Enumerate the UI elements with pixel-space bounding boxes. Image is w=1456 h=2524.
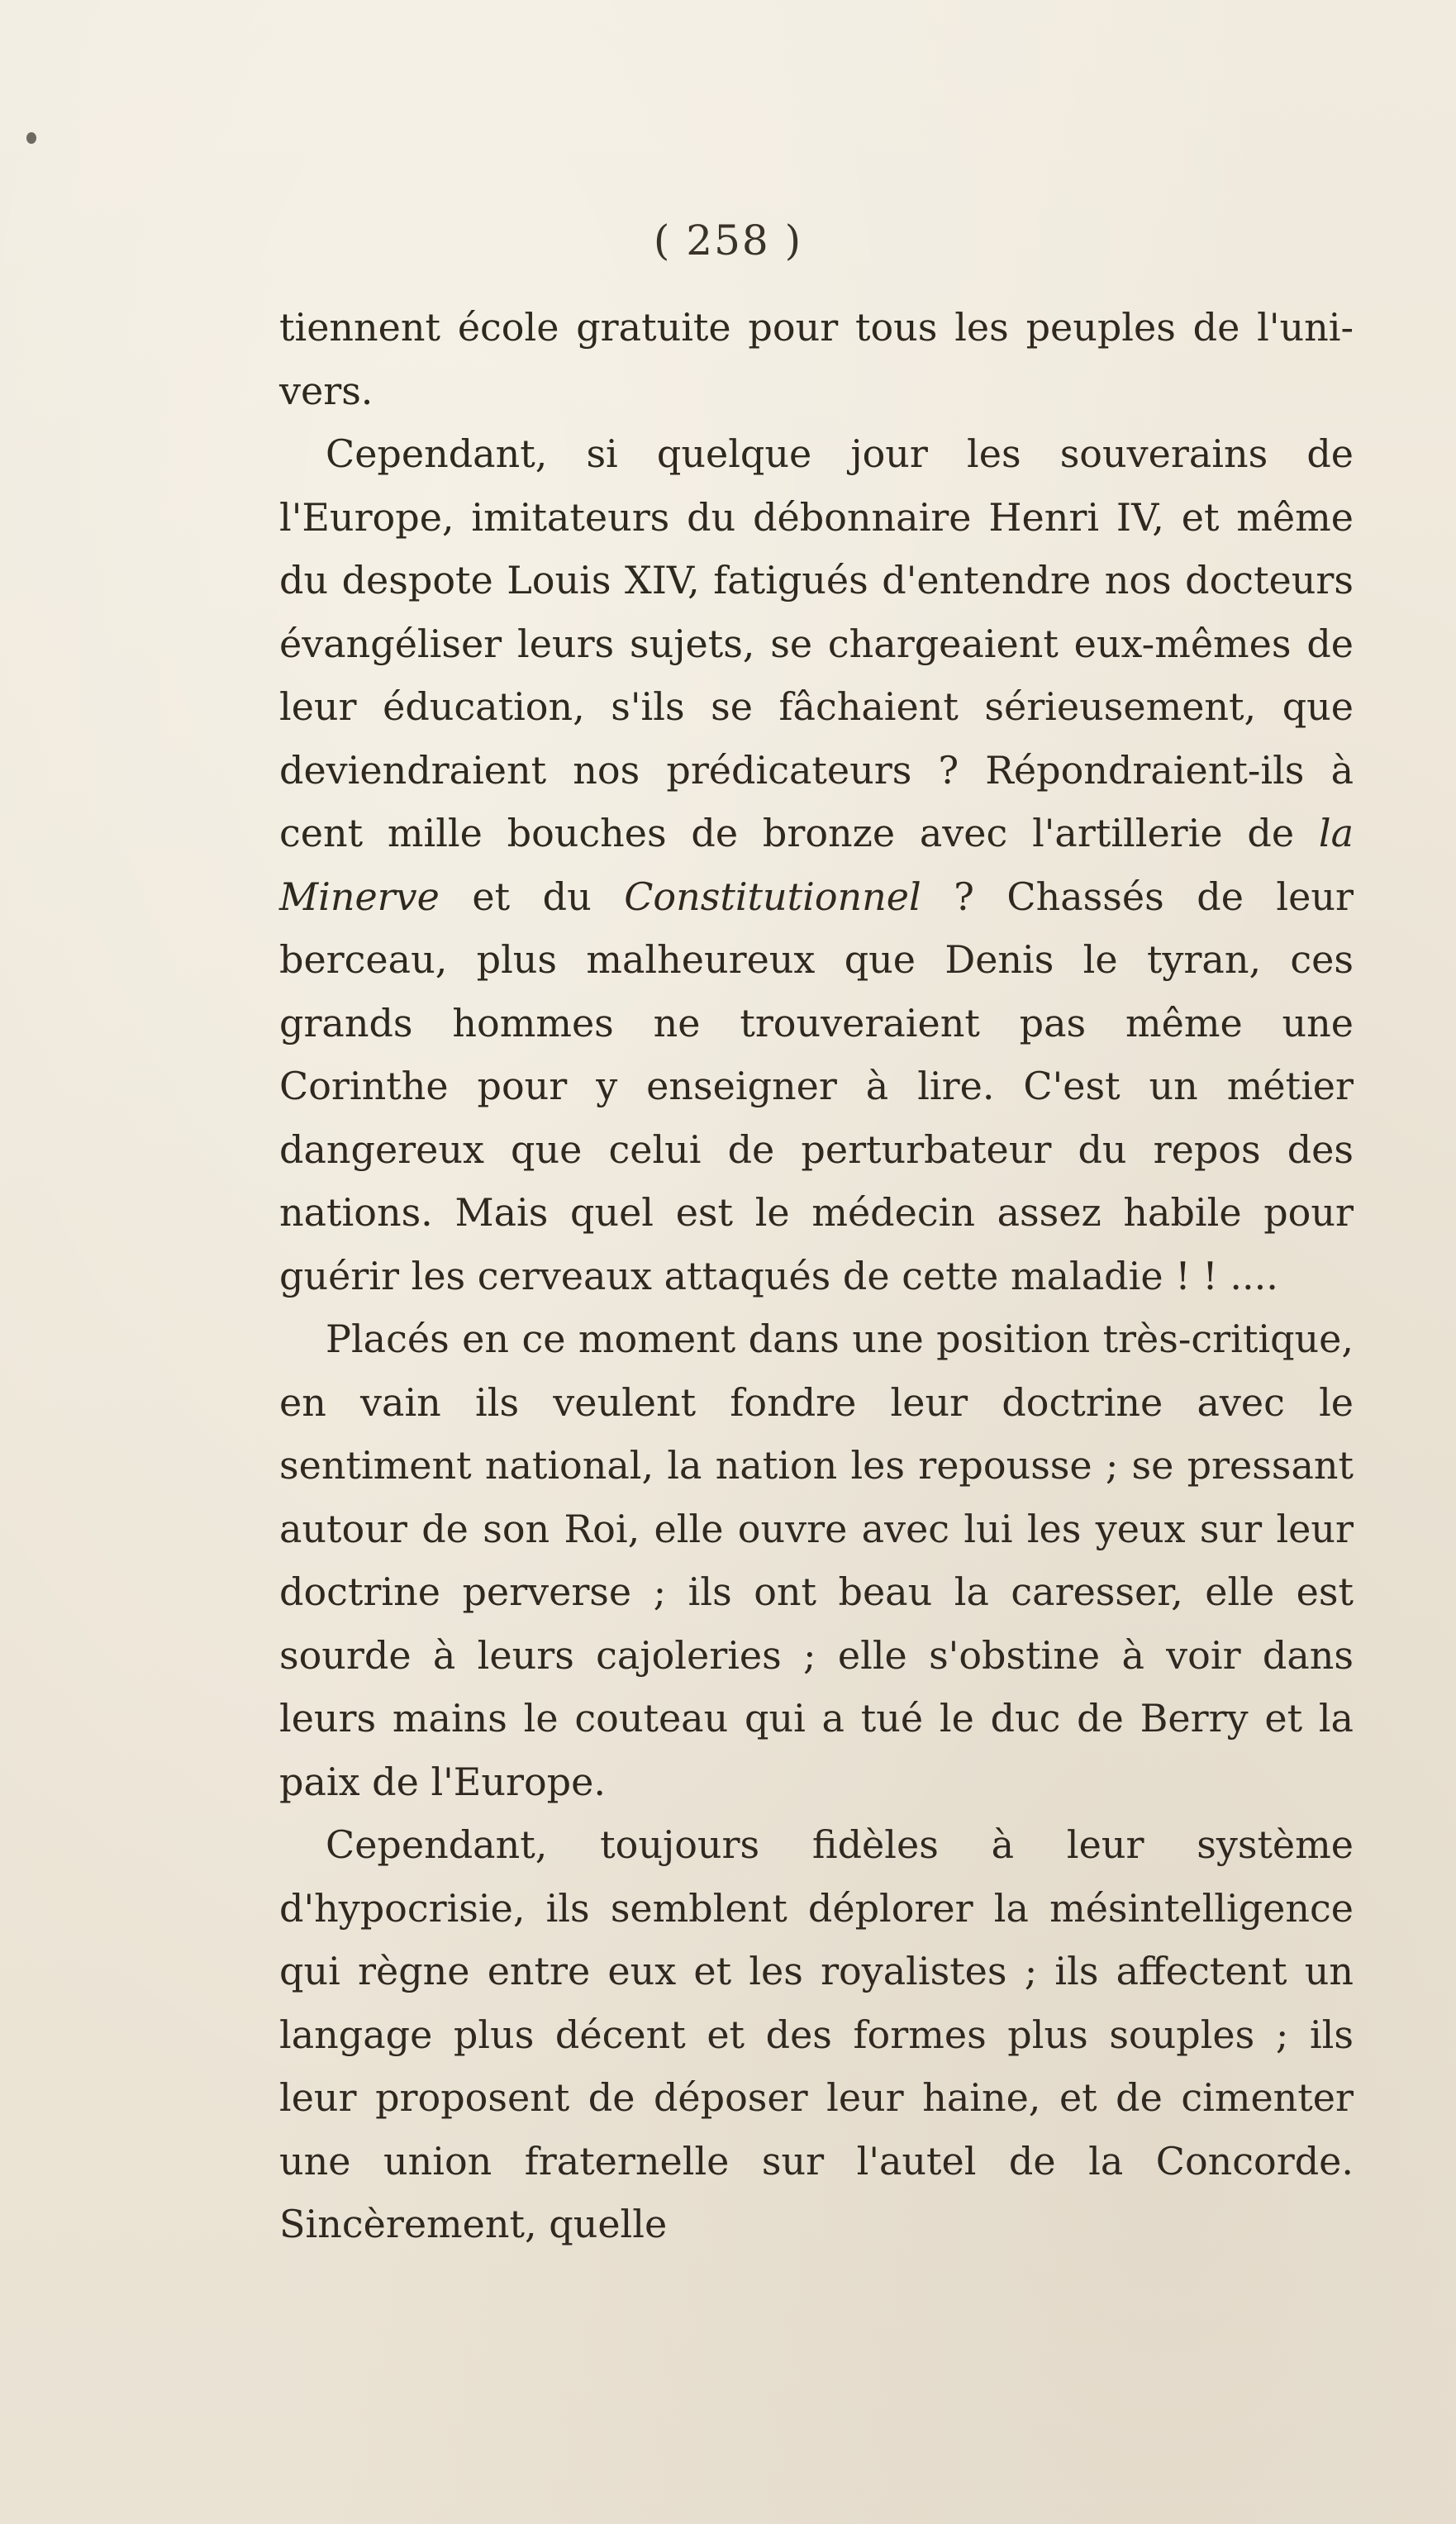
text-segment: et du — [439, 874, 625, 919]
text-segment: Placés en ce moment dans une position très-critique, en vain ils veulent fondre leur doctrine avec le sentiment national, la nation les repousse ; se pressant autour de son Roi, elle ouvre avec lui les yeux sur leur doctrine perverse ; ils ont beau la caresser, elle est sourde à leurs cajoleries ; elle s'obstine à voir dans leurs mains le couteau qui a tué le duc de Berry et la paix de l'Europe. — [279, 1317, 1354, 1804]
text-segment: Cependant, si quelque jour les souverains de l'Europe, imitateurs du débonnaire Henri IV, et même du despote Louis XIV, fatigués d'entendre nos docteurs évangéliser leurs sujets, se chargeaient eux-mêmes de leur éducation, s'ils se fâchaient sérieusement, que deviendraient nos prédicateurs ? Répondraient-ils à cent mille bouches de bronze avec l'artillerie de — [279, 431, 1354, 855]
page-number: ( 258 ) — [653, 217, 803, 264]
text-segment: Cependant, toujours fidèles à leur système d'hypocrisie, ils semblent déplorer la mésintelligence qui règne entre eux et les royalistes ; ils affectent un langage plus décent et des formes plus souples ; ils leur proposent de déposer leur haine, et de cimenter une union fraternelle sur l'autel de la Concorde. Sincèrement, quelle — [279, 1822, 1354, 2246]
ink-speck — [26, 132, 36, 144]
paragraph — [279, 296, 1354, 422]
paragraph — [279, 1307, 1354, 1813]
paragraph — [279, 422, 1354, 1307]
text-segment: ? Chassés de leur berceau, plus malheureux que Denis le tyran, ces grands hommes ne trouveraient pas même une Corinthe pour y enseigner à lire. C'est un métier dangereux que celui de perturbateur du repos des nations. Mais quel est le médecin assez habile pour guérir les cerveaux attaqués de cette maladie ! ! .... — [279, 874, 1354, 1298]
italic-title: Constitutionnel — [624, 874, 921, 919]
body-text — [279, 296, 1354, 2256]
italic-title: la Minerve — [279, 811, 1354, 919]
text-segment: tiennent école gratuite pour tous les peuples de l'uni-vers. — [279, 305, 1354, 413]
paragraph — [279, 1813, 1354, 2256]
